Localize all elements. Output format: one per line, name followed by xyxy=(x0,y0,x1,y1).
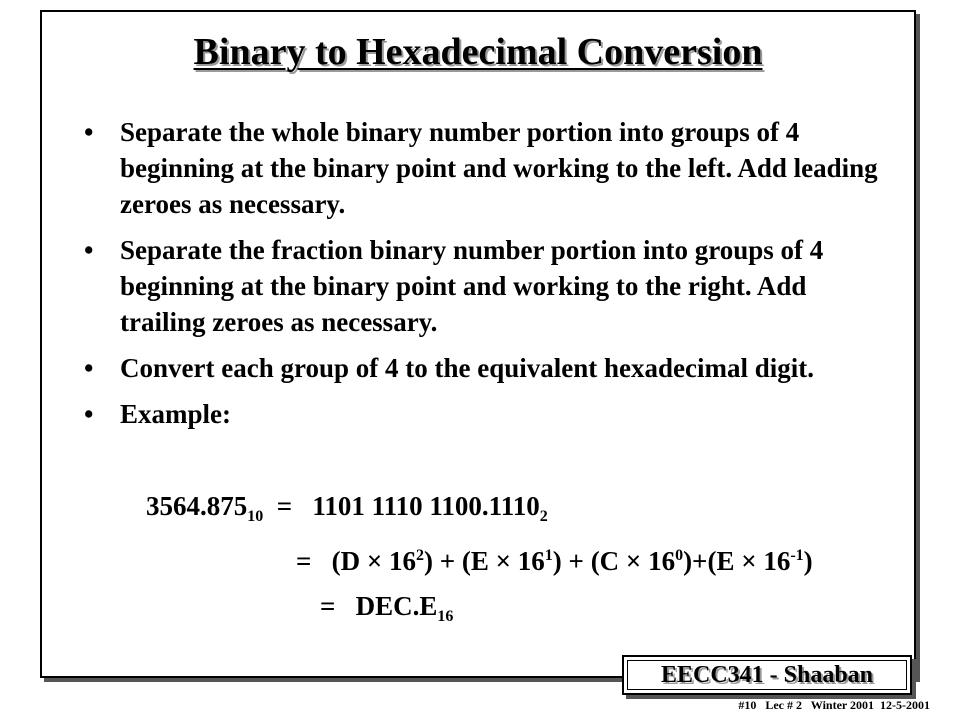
bullet-text: Example: xyxy=(120,399,231,429)
term-d-exponent: 2 xyxy=(416,547,425,564)
term-e-exponent: 1 xyxy=(544,547,553,564)
decimal-base: 10 xyxy=(247,508,264,525)
example-line-1 xyxy=(146,488,548,535)
decimal-value: 3564.875 xyxy=(146,491,248,521)
term-e: (E × 16 xyxy=(461,546,545,576)
bullet-marker: • xyxy=(84,235,94,265)
slide-meta: #10 Lec # 2 Winter 2001 12-5-2001 xyxy=(738,698,930,712)
bullet-marker: • xyxy=(84,353,94,383)
bullet-list xyxy=(84,114,884,442)
slide-title: Binary to Hexadecimal Conversion xyxy=(193,31,763,73)
example-line-3 xyxy=(320,588,453,635)
term-d-close: ) + xyxy=(424,546,462,576)
bullet-item xyxy=(84,350,884,386)
example-line-2 xyxy=(296,538,813,579)
binary-value: 1101 1110 1100.1110 xyxy=(312,491,540,521)
bullet-marker: • xyxy=(84,399,94,429)
result-base: 16 xyxy=(437,608,454,625)
equals-sign: = xyxy=(263,491,313,521)
term-e-fraction-exponent: -1 xyxy=(790,547,804,564)
term-e-fraction: (E × 16 xyxy=(707,546,791,576)
term-c: (C × 16 xyxy=(590,546,676,576)
result-value: DEC.E xyxy=(355,591,438,621)
binary-base: 2 xyxy=(539,508,548,525)
course-label: EECC341 - Shaaban xyxy=(660,661,874,688)
term-c-exponent: 0 xyxy=(675,547,684,564)
bullet-item xyxy=(84,232,884,340)
course-badge xyxy=(622,655,912,695)
bullet-text: Separate the fraction binary number portion into groups of 4 beginning at the binary point and working to the right. Add trailing zeroes as necessary. xyxy=(120,235,824,337)
equals-sign: = xyxy=(296,546,332,576)
bullet-text: Separate the whole binary number portion into groups of 4 beginning at the binary point and working to the left. Add leading zeroes as necessary. xyxy=(120,117,878,219)
equals-sign: = xyxy=(320,591,356,621)
term-d: (D × 16 xyxy=(331,546,417,576)
bullet-item xyxy=(84,114,884,222)
bullet-marker: • xyxy=(84,117,94,147)
bullet-text: Convert each group of 4 to the equivalent hexadecimal digit. xyxy=(120,353,814,383)
bullet-item xyxy=(84,396,884,432)
term-c-close: )+ xyxy=(683,546,708,576)
term-e-close: ) + xyxy=(552,546,591,576)
term-e-fraction-close: ) xyxy=(803,546,813,576)
